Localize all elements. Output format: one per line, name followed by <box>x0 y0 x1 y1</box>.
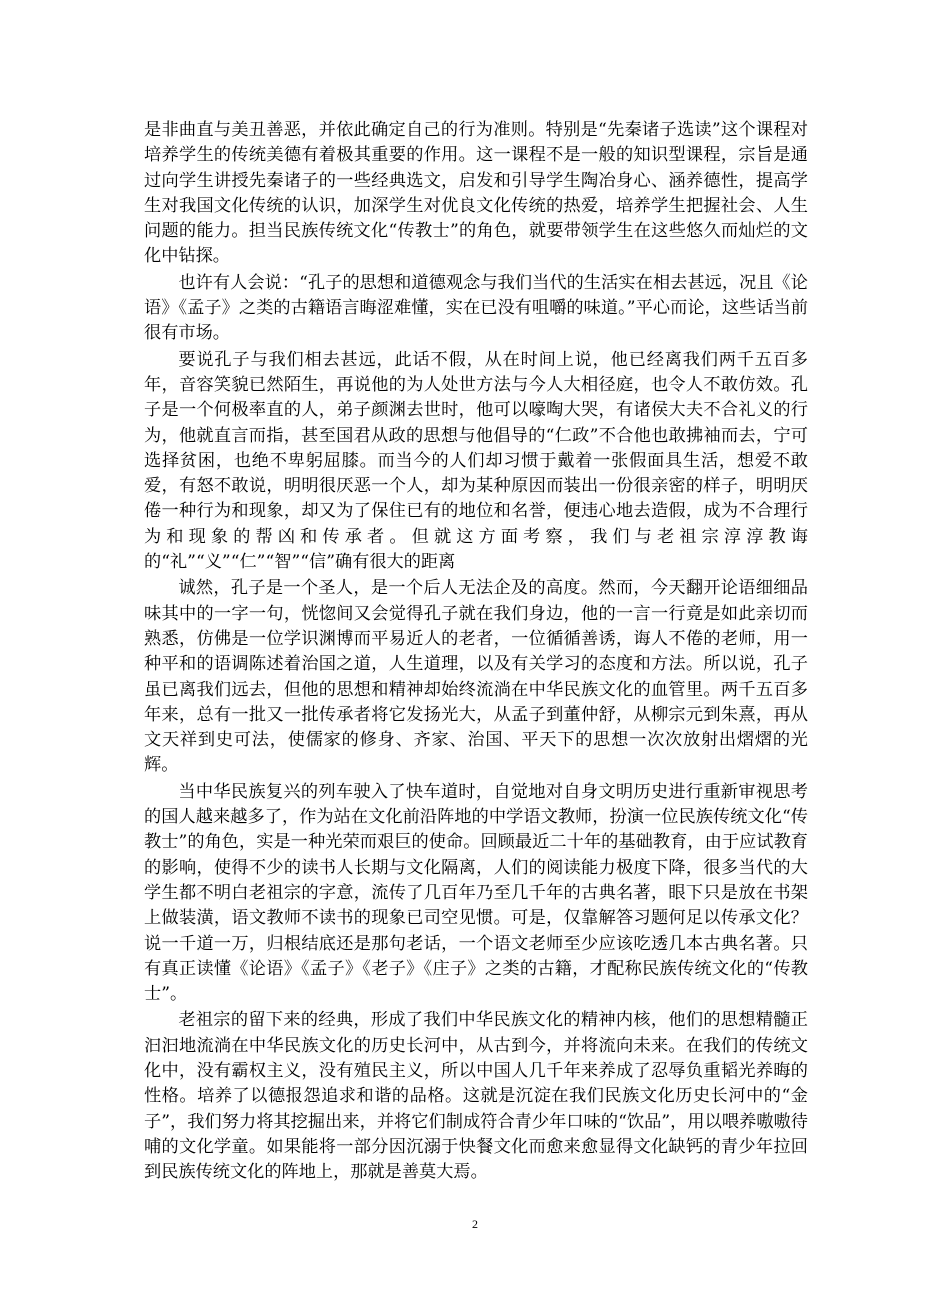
paragraph-confucius-distance: 要说孔子与我们相去甚远，此话不假，从在时间上说，他已经离我们两千五百多年，音容笑貌已然陌生，再说他的为人处世方法与今人大相径庭，也令人不敢仿效。孔子是一个何极率直的人，弟子颜渊去世时，他可以嚎啕大哭，有诸侯大夫不合礼义的行为，他就直言而指，甚至国君从政的思想与他倡导的“仁政”不合他也敢拂袖而去，宁可选择贫困，也绝不卑躬屈膝。而当今的人们却习惯于戴着一张假面具生活，想爱不敢爱，有怒不敢说，明明很厌恶一个人，却为某种原因而装出一份很亲密的样子，明明厌倦一种行为和现象，却又为了保住已有的地位和名誉，便违心地去造假，成为不合理行为和现象的帮凶和传承者。但就这方面考察，我们与老祖宗淳淳教诲的“礼”“义”“仁”“智”“信”确有很大的距离 <box>144 349 808 573</box>
paragraph-confucius-sage: 诚然，孔子是一个圣人，是一个后人无法企及的高度。然而，今天翻开论语细细品味其中的一字一句，恍惚间又会觉得孔子就在我们身边，他的一言一行竟是如此亲切而熟悉，仿佛是一位学识渊博而平易近人的老者，一位循循善诱，诲人不倦的老师，用一种平和的语调陈述着治国之道，人生道理，以及有关学习的态度和方法。所以说，孔子虽已离我们远去，但他的思想和精神却始终流淌在中华民族文化的血管里。两千五百多年来，总有一批又一批传承者将它发扬光大，从孟子到董仲舒，从柳宗元到朱熹，再从文天祥到史可法，使儒家的修身、齐家、治国、平天下的思想一次次放射出熠熠的光辉。 <box>144 578 808 776</box>
document-body <box>144 118 808 1185</box>
page-number: 2 <box>472 1217 478 1231</box>
paragraph-continued: 是非曲直与美丑善恶，并依此确定自己的行为准则。特别是“先秦诸子选读”这个课程对培养学生的传统美德有着极其重要的作用。这一课程不是一般的知识型课程，宗旨是通过向学生讲授先秦诸子的一些经典选文，启发和引导学生陶冶身心、涵养德性，提高学生对我国文化传统的认识，加深学生对优良文化传统的热爱，培养学生把握社会、人生问题的能力。担当民族传统文化“传教士”的角色，就要带领学生在这些悠久而灿烂的文化中钻探。 <box>144 120 808 267</box>
paragraph-classics-legacy: 老祖宗的留下来的经典，形成了我们中华民族文化的精神内核，他们的思想精髓正汩汩地流淌在中华民族文化的历史长河中，从古到今，并将流向未来。在我们的传统文化中，没有霸权主义，没有殖民主义，所以中国人几千年来养成了忍辱负重韬光养晦的性格。培养了以德报怨追求和谐的品格。这就是沉淀在我们民族文化历史长河中的“金子”，我们努力将其挖掘出来，并将它们制成符合青少年口味的“饮品”，用以喂养嗷嗷待哺的文化学童。如果能将一部分因沉溺于快餐文化而愈来愈显得文化缺钙的青少年拉回到民族传统文化的阵地上，那就是善莫大焉。 <box>144 1010 808 1183</box>
paragraph-objection: 也许有人会说：“孔子的思想和道德观念与我们当代的生活实在相去甚远，况且《论语》《孟子》之类的古籍语言晦涩难懂，实在已没有咀嚼的味道。”平心而论，这些话当前很有市场。 <box>144 272 808 344</box>
paragraph-national-revival: 当中华民族复兴的列车驶入了快车道时，自觉地对自身文明历史进行重新审视思考的国人越来越多了，作为站在文化前沿阵地的中学语文教师，扮演一位民族传统文化“传教士”的角色，实是一种光荣而艰巨的使命。回顾最近二十年的基础教育，由于应试教育的影响，使得不少的读书人长期与文化隔离，人们的阅读能力极度下降，很多当代的大学生都不明白老祖宗的字意，流传了几百年乃至几千年的古典名著，眼下只是放在书架上做装潢，语文教师不读书的现象已司空见惯。可是，仅靠解答习题何足以传承文化？说一千道一万，归根结底还是那句老话，一个语文老师至少应该吃透几本古典名著。只有真正读懂《论语》《孟子》《老子》《庄子》之类的古籍，才配称民族传统文化的“传教士”。 <box>144 781 808 1005</box>
